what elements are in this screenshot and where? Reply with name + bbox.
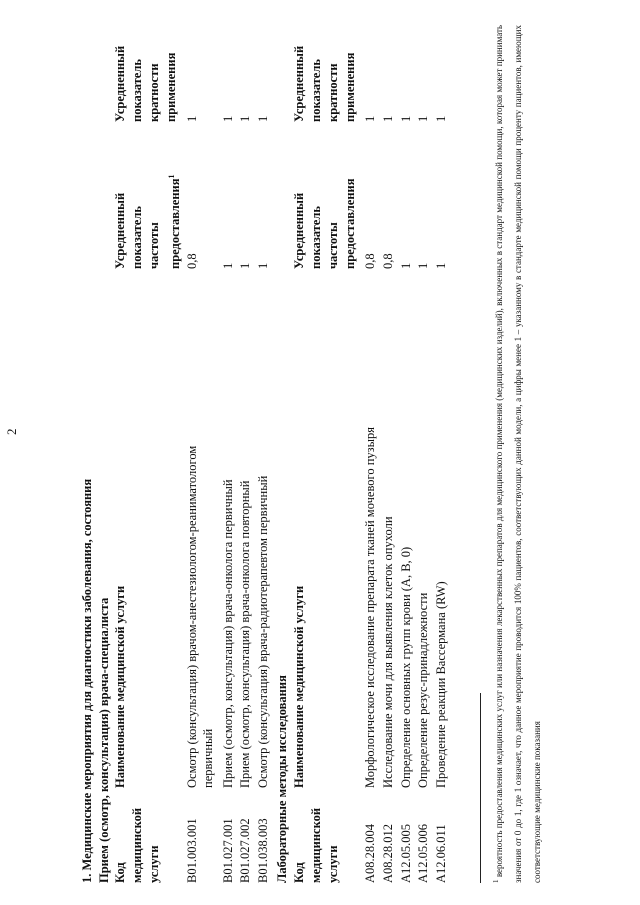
row-mult: 1: [381, 115, 395, 122]
row-code: A12.05.006: [416, 823, 430, 883]
row-mult: 1: [416, 115, 430, 122]
row-mult: 1: [399, 115, 413, 122]
row-freq: 1: [256, 262, 270, 269]
row-freq: 1: [221, 262, 235, 269]
block2-header-freq: Усредненный показатель частоты предоставления: [292, 178, 357, 269]
row-mult: 1: [256, 115, 270, 122]
page-number: 2: [4, 428, 19, 435]
row-freq: 0,8: [185, 253, 199, 269]
row-mult: 1: [238, 115, 252, 122]
row-name: Осмотр (консультация) врачом-анестезиологом-реаниматологом: [185, 445, 199, 788]
row-freq: 0,8: [363, 253, 377, 269]
row-code: B01.038.003: [256, 818, 270, 883]
row-mult: 1: [434, 115, 448, 122]
footnote: [487, 25, 547, 883]
row-code: B01.003.001: [185, 818, 199, 883]
block1-title: Прием (осмотр, консультация) врача-специалиста: [97, 597, 111, 883]
row-name: Прием (осмотр, консультация) врача-онколога первичный: [221, 479, 235, 788]
row-freq: 1: [434, 262, 448, 269]
row-freq: 1: [416, 262, 430, 269]
block2-header-name: Наименование медицинской услуги: [292, 585, 306, 788]
row-name: Прием (осмотр, консультация) врача-онколога повторный: [238, 480, 252, 788]
row-name: Исследование мочи для выявления клеток опухоли: [381, 516, 395, 788]
row-mult: 1: [221, 115, 235, 122]
block2-title: Лабораторные методы исследования: [275, 675, 289, 883]
row-mult: 1: [185, 115, 199, 122]
row-code: A12.05.005: [399, 823, 413, 883]
row-code: A08.28.012: [381, 823, 395, 883]
row-name: Определение резус-принадлежности: [416, 592, 430, 788]
footnote-text: вероятность предоставления медицинских услуг или назначения лекарственных препаратов для медицинского применения (медицинских изделий), включенных в стандарт медицинской помощи, которая может принимать значения от 0 до 1, где 1 означает, что данное мероприятие проводится 100% пациентов, соответствующих данной модели, а цифры менее 1 – указанному в стандарте медицинской помощи проценту пациентов, имеющих соответствующие медицинские показания: [494, 24, 542, 883]
row-name: Проведение реакции Вассермана (RW): [434, 581, 448, 788]
row-name: Морфологическое исследование препарата тканей мочевого пузыря: [363, 427, 377, 788]
block1-header-mult: Усредненный показатель кратности применения: [113, 45, 178, 122]
block2-header-code: Код медицинской услуги: [292, 807, 340, 883]
block2-header-mult: Усредненный показатель кратности применения: [292, 45, 357, 122]
row-code: A08.28.004: [363, 823, 377, 883]
row-freq: 0,8: [381, 253, 395, 269]
row-freq: 1: [399, 262, 413, 269]
footnote-rule: [480, 693, 481, 883]
row-name: Осмотр (консультация) врача-радиотерапевтом первичный: [256, 475, 270, 788]
block1-header-code: Код медицинской услуги: [113, 807, 161, 883]
row-mult: 1: [363, 115, 377, 122]
row-name: Определение основных групп крови (A, B, 0): [399, 546, 413, 788]
block1-header-name: Наименование медицинской услуги: [113, 585, 127, 788]
section-title: 1. Медицинские мероприятия для диагностики заболевания, состояния: [80, 478, 94, 883]
row-freq: 1: [238, 262, 252, 269]
row-code: B01.027.001: [221, 818, 235, 883]
row-code: A12.06.011: [434, 824, 448, 883]
block1-header-freq: Усредненный показатель частоты предоставления$^1$: [113, 174, 183, 269]
row-code: B01.027.002: [238, 818, 252, 883]
row-name-cont: первичный: [201, 728, 215, 788]
footnote-mark: 1: [492, 879, 500, 883]
